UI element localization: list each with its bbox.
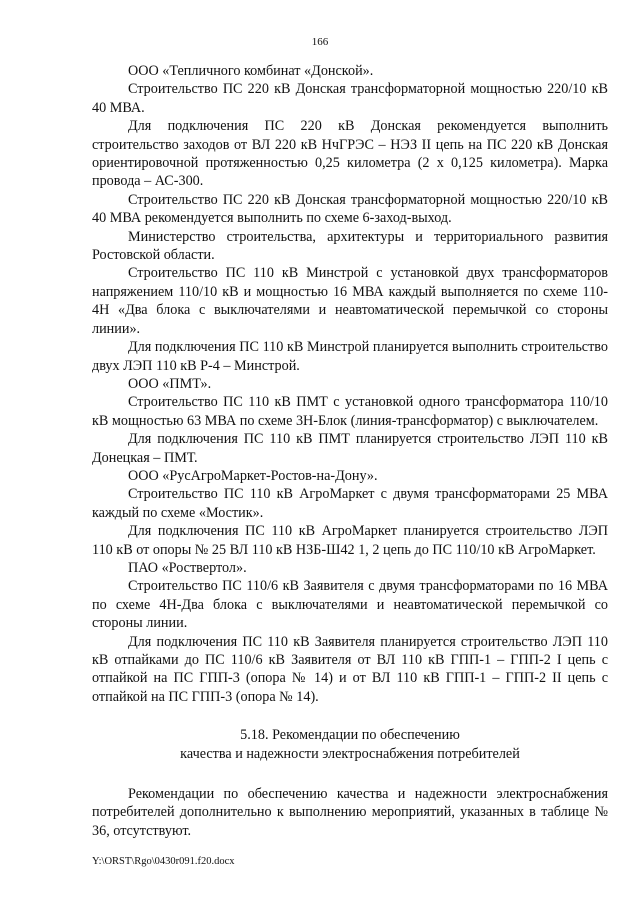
paragraph: Строительство ПС 110/6 кВ Заявителя с двумя трансформаторами по 16 МВА по схеме 4Н-Два блока с выключателями и неавтоматической перемычкой со стороны линии. [92, 578, 608, 632]
page-content [92, 62, 608, 840]
paragraph: Для подключения ПС 110 кВ Заявителя планируется строительство ЛЭП 110 кВ отпайками до ПС 110/6 кВ Заявителя от ВЛ 110 кВ ГПП-1 – ГПП-2 I цепь с отпайкой на ПС ГПП-3 (опора № 14) и от ВЛ 110 кВ ГПП-1 – ГПП-2 II цепь с отпайкой на ПС ГПП-3 (опора № 14). [92, 633, 608, 705]
paragraph: Для подключения ПС 110 кВ АгроМаркет планируется строительство ЛЭП 110 кВ от опоры № 25 ВЛ 110 кВ НЗБ-Ш42 1, 2 цепь до ПС 110/10 кВ АгроМаркет. [92, 523, 608, 558]
paragraph: Строительство ПС 220 кВ Донская трансформаторной мощностью 220/10 кВ 40 МВА рекомендуется выполнить по схеме 6-заход-выход. [92, 191, 608, 227]
page-number: 166 [311, 36, 329, 48]
paragraph: ООО «РусАгроМаркет-Ростов-на-Дону». [128, 467, 378, 484]
section-heading-line-2: качества и надежности электроснабжения потребителей [180, 745, 520, 762]
paragraph: Строительство ПС 110 кВ ПМТ с установкой одного трансформатора 110/10 кВ мощностью 63 МВА по схеме 3Н-Блок (линия-трансформатор) с выключателем. [92, 394, 608, 429]
paragraph: Строительство ПС 220 кВ Донская трансформаторной мощностью 220/10 кВ 40 МВА. [92, 81, 608, 116]
paragraph: Для подключения ПС 110 кВ ПМТ планируется строительство ЛЭП 110 кВ Донецкая – ПМТ. [92, 431, 608, 466]
closing-paragraph: Рекомендации по обеспечению качества и надежности электроснабжения потребителей дополнительно к выполнению мероприятий, указанных в таблице № 36, отсутствуют. [92, 786, 608, 839]
paragraph: ООО «Тепличного комбинат «Донской». [128, 63, 374, 79]
section-heading-line-1: 5.18. Рекомендации по обеспечению [240, 727, 460, 744]
paragraph: Строительство ПС 110 кВ Минстрой с установкой двух трансформаторов напряжением 110/10 кВ и мощностью 16 МВА каждый выполняется по схеме 110-4Н «Два блока с выключателями и неавтоматической перемычкой со стороны линии». [92, 265, 608, 337]
section-heading [92, 726, 608, 763]
paragraph: ПАО «Роствертол». [128, 559, 247, 576]
paragraph: Министерство строительства, архитектуры и территориального развития Ростовской области. [92, 228, 608, 264]
paragraph: ООО «ПМТ». [128, 375, 212, 392]
paragraph: Для подключения ПС 220 кВ Донская рекомендуется выполнить строительство заходов от ВЛ 220 кВ НчГРЭС – НЭЗ II цепь на ПС 220 кВ Донская ориентировочной протяженностью 0,25 километра (2 х 0,125 километра). Марка провода – АС-300. [92, 118, 608, 190]
paragraph: Для подключения ПС 110 кВ Минстрой планируется выполнить строительство двух ЛЭП 110 кВ Р-4 – Минстрой. [92, 339, 608, 374]
paragraph: Строительство ПС 110 кВ АгроМаркет с двумя трансформаторами 25 МВА каждый по схеме «Мостик». [92, 486, 608, 521]
footer-file-path: Y:\ORST\Rgo\0430r091.f20.docx [92, 856, 235, 867]
